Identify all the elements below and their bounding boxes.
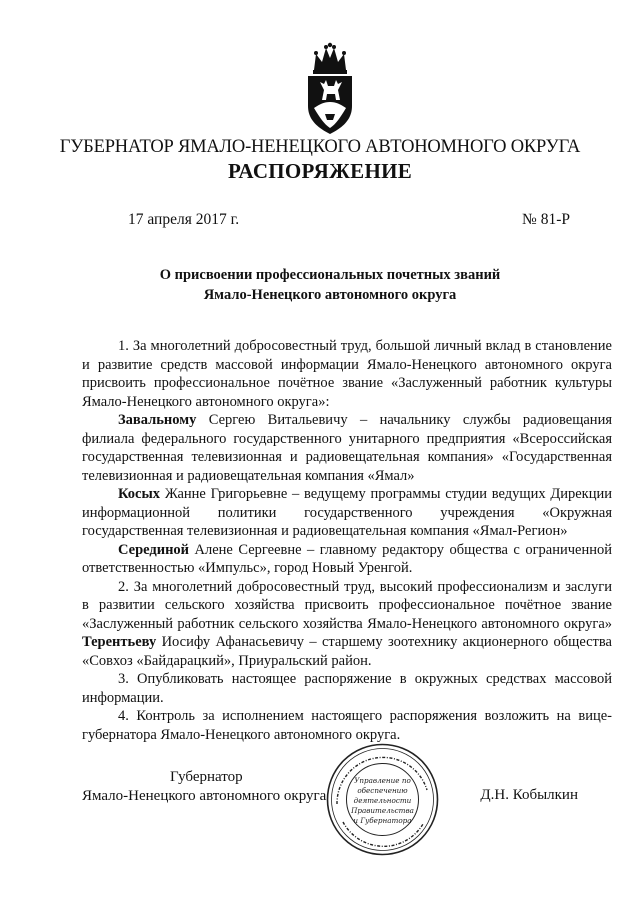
paragraph: 1. За многолетний добросовестный труд, большой личный вклад в становление и развитие средств массовой информации Ямало-Ненецкого автономного округа присвоить профессиональное почётное звание «Заслуженный работник культуры Ямало-Ненецкого автономного округа»: <box>82 338 612 410</box>
organization-title: ГУБЕРНАТОР ЯМАЛО-НЕНЕЦКОГО АВТОНОМНОГО ОКРУГА <box>59 137 581 157</box>
document-number: № 81-Р <box>522 211 570 228</box>
subject-line: О присвоении профессиональных почетных званий <box>159 267 501 283</box>
awardee-details: Сергею Витальевичу – начальнику службы радиовещания филиала федерального государственного унитарного предприятия «Всероссийская государственная телевизионная и радиовещательная компания» «Государственная телевизионная и радиовещательная компания «Ямал» <box>82 412 612 484</box>
signatory-title <box>82 768 326 806</box>
document-body <box>82 337 612 744</box>
official-stamp-icon <box>325 742 440 857</box>
paragraph: 3. Опубликовать настоящее распоряжение в окружных средствах массовой информации. <box>82 671 612 706</box>
paragraph <box>82 541 612 578</box>
paragraph <box>82 578 612 671</box>
stamp-text: деятельности <box>353 796 412 805</box>
paragraph: 4. Контроль за исполнением настоящего распоряжения возложить на вице-губернатора Ямало-Ненецкого автономного округа. <box>82 708 612 743</box>
awardee-name: Косых <box>118 486 161 502</box>
stamp-text: Управление по <box>354 776 411 785</box>
awardee-details: Иосифу Афанасьевичу – старшему зоотехнику акционерного общества «Совхоз «Байдарацкий», Приуральский район. <box>82 634 612 669</box>
awardee-name: Терентьеву <box>82 634 157 650</box>
document-type: РАСПОРЯЖЕНИЕ <box>227 159 413 183</box>
awardee-details: Жанне Григорьевне – ведущему программы студии ведущих Дирекции информационной политики государственного учреждения «Окружная государственная телевизионная и радиовещательная компания «Ямал-Регион» <box>82 486 612 539</box>
paragraph <box>82 485 612 541</box>
stamp-text: Правительства <box>351 806 414 815</box>
document-date: 17 апреля 2017 г. <box>128 211 240 228</box>
coat-of-arms-icon <box>300 40 360 136</box>
stamp-text: и Губернатора <box>353 816 412 825</box>
signatory-title-line: Губернатор <box>170 769 243 785</box>
stamp-text: обеспечению <box>357 786 408 795</box>
document-subject <box>80 265 580 305</box>
awardee-name: Серединой <box>118 541 190 558</box>
signatory-title-line: Ямало-Ненецкого автономного округа <box>82 788 327 804</box>
signatory-name: Д.Н. Кобылкин <box>480 787 578 803</box>
paragraph <box>82 411 612 485</box>
awardee-details: Алене Сергеевне – главному редактору общества с ограниченной ответственностью «Импульс», город Новый Уренгой. <box>82 541 612 576</box>
subject-line: Ямало-Ненецкого автономного округа <box>203 287 457 303</box>
awardee-name: Завальному <box>118 412 197 428</box>
paragraph-text: 2. За многолетний добросовестный труд, высокий профессионализм и заслуги в развитии сельского хозяйства присвоить профессиональное почётное звание «Заслуженный работник сельского хозяйства Ямало-Ненецкого автономного округа» <box>82 578 612 632</box>
